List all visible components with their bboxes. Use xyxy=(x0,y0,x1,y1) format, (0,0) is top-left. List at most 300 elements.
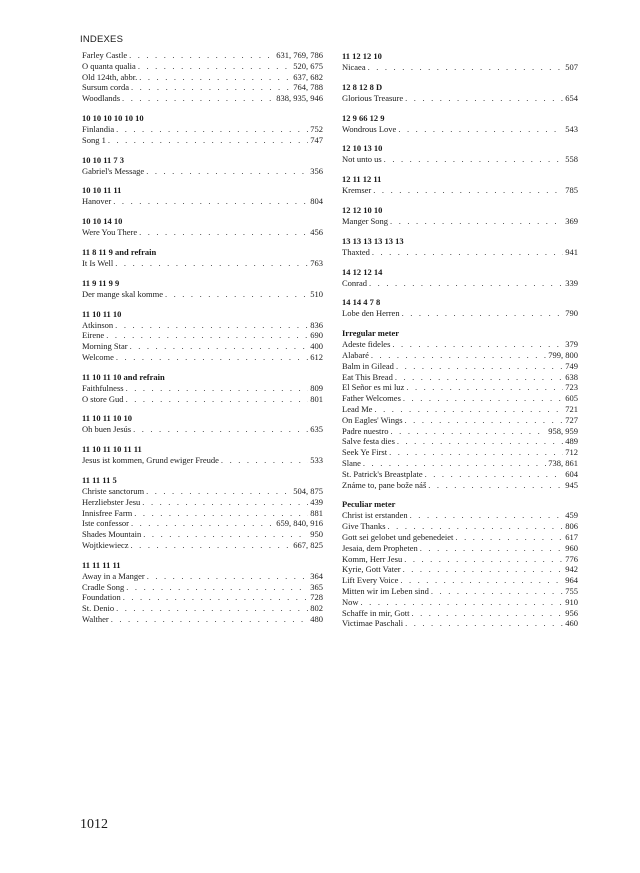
tune-name: Innisfree Farm xyxy=(82,507,133,518)
dot-leader xyxy=(396,361,563,372)
dot-leader xyxy=(397,436,563,447)
index-entry xyxy=(82,72,323,83)
tune-name: Away in a Manger xyxy=(82,570,145,581)
dot-leader xyxy=(126,582,308,593)
dot-leader xyxy=(116,352,308,363)
entry-list xyxy=(82,50,323,104)
meter-heading: 12 12 10 10 xyxy=(342,204,383,215)
dot-leader xyxy=(391,426,547,437)
index-entry xyxy=(342,575,578,586)
tune-name: Farley Castle xyxy=(82,50,128,60)
page-number: 1012 xyxy=(80,817,108,832)
index-column-right xyxy=(342,50,578,638)
index-entry xyxy=(82,529,323,540)
dot-leader xyxy=(390,216,563,227)
dot-leader xyxy=(131,518,274,529)
dot-leader xyxy=(405,618,563,629)
index-entry xyxy=(82,166,323,177)
tune-name: O store Gud xyxy=(82,393,124,404)
hymn-numbers: 605 xyxy=(565,393,578,404)
index-entry xyxy=(82,50,323,61)
index-entry xyxy=(82,508,323,519)
dot-leader xyxy=(115,320,308,331)
index-entry xyxy=(342,543,578,554)
tune-name: Father Welcomes xyxy=(342,393,401,404)
tune-name: Christ ist erstanden xyxy=(342,510,408,521)
index-section xyxy=(82,475,323,551)
dot-leader xyxy=(392,339,563,350)
tune-name: Morning Star xyxy=(82,341,128,352)
index-section xyxy=(82,309,323,363)
dot-leader xyxy=(111,614,309,625)
index-entry xyxy=(342,350,578,361)
dot-leader xyxy=(221,455,308,466)
dot-leader xyxy=(455,532,563,543)
hymn-numbers: 339 xyxy=(565,277,578,288)
dot-leader xyxy=(412,608,564,619)
meter-heading: Irregular meter xyxy=(342,328,400,339)
dot-leader xyxy=(425,469,564,480)
dot-leader xyxy=(420,543,563,554)
index-entry xyxy=(82,289,323,300)
dot-leader xyxy=(131,82,291,93)
hymn-numbers: 945 xyxy=(565,479,578,490)
hymn-numbers: 958, 959 xyxy=(548,425,578,436)
tune-name: Lift Every Voice xyxy=(342,575,399,586)
hymn-numbers: 635 xyxy=(310,424,323,435)
index-section xyxy=(82,247,323,269)
running-head: INDEXES xyxy=(80,34,124,45)
index-section xyxy=(82,50,323,104)
index-entry xyxy=(82,341,323,352)
hymn-numbers: 950 xyxy=(310,529,323,540)
tune-name: Old 124th, abbr. xyxy=(82,71,138,82)
hymn-numbers: 809 xyxy=(310,382,323,393)
meter-heading: 10 10 14 10 xyxy=(82,216,123,227)
entry-list xyxy=(82,320,323,363)
dot-leader xyxy=(406,382,563,393)
index-entry xyxy=(342,597,578,608)
dot-leader xyxy=(142,497,308,508)
dot-leader xyxy=(139,227,308,238)
meter-heading: 11 10 11 10 11 11 xyxy=(82,444,142,455)
dot-leader xyxy=(146,166,308,177)
hymn-numbers: 400 xyxy=(310,341,323,352)
meter-heading: 11 10 11 10 and refrain xyxy=(82,371,165,382)
entry-list xyxy=(342,93,578,104)
tune-name: Manger Song xyxy=(342,215,389,226)
meter-heading: 11 8 11 9 and refrain xyxy=(82,246,157,257)
tune-name: St. Denio xyxy=(82,603,115,614)
index-section xyxy=(342,499,578,629)
tune-name: Adeste fideles xyxy=(342,339,391,350)
hymn-numbers: 802 xyxy=(310,603,323,614)
meter-heading: 13 13 13 13 13 13 xyxy=(342,235,404,246)
dot-leader xyxy=(129,50,274,61)
hymn-numbers: 755 xyxy=(565,585,578,596)
meter-heading: 12 9 66 12 9 xyxy=(342,112,385,123)
hymn-numbers: 727 xyxy=(565,414,578,425)
tune-name: On Eagles' Wings xyxy=(342,414,403,425)
tune-name: Lead Me xyxy=(342,403,373,414)
index-entry xyxy=(82,592,323,603)
dot-leader xyxy=(428,480,563,491)
hymn-numbers: 785 xyxy=(565,185,578,196)
index-entry xyxy=(342,469,578,480)
dot-leader xyxy=(431,586,563,597)
index-entry xyxy=(342,426,578,437)
index-section xyxy=(82,113,323,146)
tune-name: Nicaea xyxy=(342,62,366,72)
hymn-numbers: 956 xyxy=(565,607,578,618)
tune-name: Iste confessor xyxy=(82,518,129,529)
index-entry xyxy=(82,352,323,363)
hymn-numbers: 690 xyxy=(310,330,323,341)
dot-leader xyxy=(123,592,309,603)
index-entry xyxy=(342,554,578,565)
hymn-numbers: 801 xyxy=(310,393,323,404)
tune-name: O quanta qualia xyxy=(82,60,136,71)
tune-name: Atkinson xyxy=(82,319,114,330)
hymn-numbers: 790 xyxy=(565,308,578,319)
index-entry xyxy=(342,608,578,619)
index-section xyxy=(82,278,323,300)
dot-leader xyxy=(371,350,546,361)
dot-leader xyxy=(139,72,291,83)
meter-heading: 12 8 12 8 D xyxy=(342,81,383,92)
meter-heading: 12 10 13 10 xyxy=(342,143,383,154)
tune-name: Herzliebster Jesu xyxy=(82,496,141,507)
hymn-numbers: 960 xyxy=(565,542,578,553)
dot-leader xyxy=(165,289,308,300)
meter-heading: 10 10 10 10 10 10 xyxy=(82,112,144,123)
dot-leader xyxy=(363,458,546,469)
tune-name: Woodlands xyxy=(82,93,121,104)
index-entry xyxy=(342,404,578,415)
tune-name: Oh buen Jesús xyxy=(82,424,132,435)
entry-list xyxy=(82,258,323,269)
tune-name: Shades Mountain xyxy=(82,529,142,540)
tune-name: Jesus ist kommen, Grund ewiger Freude xyxy=(82,455,219,466)
index-entry xyxy=(342,185,578,196)
index-entry xyxy=(342,458,578,469)
index-entry xyxy=(82,455,323,466)
tune-name: Now xyxy=(342,596,359,607)
hymn-numbers: 617 xyxy=(565,531,578,542)
tune-name: Mitten wir im Leben sind xyxy=(342,585,429,596)
index-column-left xyxy=(82,50,323,634)
index-entry xyxy=(82,424,323,435)
dot-leader xyxy=(116,603,308,614)
tune-name: Victimae Paschali xyxy=(342,618,404,629)
tune-name: Der mange skal komme xyxy=(82,288,163,299)
tune-name: Gabriel's Message xyxy=(82,165,145,176)
dot-leader xyxy=(404,554,563,565)
dot-leader xyxy=(106,330,308,341)
index-entry xyxy=(342,393,578,404)
tune-name: Conrad xyxy=(342,277,368,288)
hymn-numbers: 910 xyxy=(565,596,578,607)
index-entry xyxy=(82,135,323,146)
hymn-numbers: 480 xyxy=(310,613,323,624)
index-entry xyxy=(82,497,323,508)
dot-leader xyxy=(115,258,308,269)
meter-heading: 11 10 11 10 10 xyxy=(82,413,133,424)
dot-leader xyxy=(398,124,563,135)
entry-list xyxy=(342,185,578,196)
index-entry xyxy=(82,571,323,582)
index-entry xyxy=(342,532,578,543)
index-entry xyxy=(342,382,578,393)
tune-name: Walther xyxy=(82,613,109,624)
index-entry xyxy=(342,339,578,350)
tune-name: Jesaia, dem Propheten xyxy=(342,542,418,553)
hymn-numbers: 806 xyxy=(565,521,578,532)
meter-heading: 11 11 11 5 xyxy=(82,474,117,485)
index-section xyxy=(342,328,578,490)
meter-heading: 11 11 11 11 xyxy=(82,559,121,570)
hymn-numbers: 667, 825 xyxy=(293,539,323,550)
tune-name: Slane xyxy=(342,457,361,468)
dot-leader xyxy=(108,135,308,146)
tune-name: Balm in Gilead xyxy=(342,360,394,371)
hymn-numbers: 459 xyxy=(565,510,578,521)
dot-leader xyxy=(368,62,564,73)
index-section xyxy=(82,155,323,177)
hymn-numbers: 533 xyxy=(310,455,323,466)
dot-leader xyxy=(374,404,563,415)
hymn-numbers: 942 xyxy=(565,564,578,575)
index-entry xyxy=(82,582,323,593)
index-entry xyxy=(342,618,578,629)
index-entry xyxy=(82,82,323,93)
hymn-numbers: 654 xyxy=(565,92,578,103)
index-section xyxy=(82,185,323,207)
dot-leader xyxy=(384,154,564,165)
hymn-numbers: 738, 861 xyxy=(548,457,578,468)
tune-name: Eirene xyxy=(82,330,105,341)
index-entry xyxy=(342,361,578,372)
hymn-numbers: 749 xyxy=(565,360,578,371)
index-section xyxy=(82,444,323,466)
meter-heading: Peculiar meter xyxy=(342,499,396,510)
dot-leader xyxy=(400,575,563,586)
dot-leader xyxy=(134,508,308,519)
index-entry xyxy=(342,586,578,597)
hymn-numbers: 504, 875 xyxy=(293,485,323,496)
tune-name: St. Patrick's Breastplate xyxy=(342,468,423,479)
tune-name: Welcome xyxy=(82,351,114,362)
hymn-numbers: 489 xyxy=(565,436,578,447)
dot-leader xyxy=(126,383,309,394)
index-entry xyxy=(342,436,578,447)
tune-name: Were You There xyxy=(82,227,138,238)
index-entry xyxy=(82,383,323,394)
meter-heading: 11 9 11 9 9 xyxy=(82,277,120,288)
entry-list xyxy=(342,247,578,258)
tune-name: Faithfulness xyxy=(82,382,124,393)
hymn-numbers: 752 xyxy=(310,123,323,134)
tune-name: Give Thanks xyxy=(342,521,386,532)
meter-heading: 11 12 12 10 xyxy=(342,51,382,61)
index-entry xyxy=(82,394,323,405)
tune-name: Kremser xyxy=(342,185,372,196)
hymn-numbers: 507 xyxy=(565,62,578,72)
index-entry xyxy=(82,330,323,341)
index-entry xyxy=(342,510,578,521)
entry-list xyxy=(82,227,323,238)
entry-list xyxy=(342,339,578,490)
dot-leader xyxy=(372,247,563,258)
dot-leader xyxy=(113,196,308,207)
entry-list xyxy=(342,216,578,227)
hymn-numbers: 460 xyxy=(565,618,578,629)
dot-leader xyxy=(146,486,291,497)
index-entry xyxy=(342,447,578,458)
tune-name: Not unto us xyxy=(342,154,382,165)
index-entry xyxy=(82,227,323,238)
index-section xyxy=(342,297,578,319)
dot-leader xyxy=(402,308,564,319)
dot-leader xyxy=(116,124,308,135)
tune-name: Lobe den Herren xyxy=(342,308,400,319)
tune-name: Wondrous Love xyxy=(342,123,397,134)
entry-list xyxy=(82,196,323,207)
index-entry xyxy=(82,518,323,529)
index-entry xyxy=(82,124,323,135)
hymn-numbers: 520, 675 xyxy=(293,60,323,71)
entry-list xyxy=(342,154,578,165)
entry-list xyxy=(342,62,578,73)
index-entry xyxy=(342,247,578,258)
index-section xyxy=(342,51,578,73)
index-entry xyxy=(342,124,578,135)
dot-leader xyxy=(122,93,274,104)
index-entry xyxy=(342,62,578,73)
tune-name: Foundation xyxy=(82,592,121,603)
hymn-numbers: 763 xyxy=(310,257,323,268)
hymn-numbers: 723 xyxy=(565,382,578,393)
meter-heading: 11 10 11 10 xyxy=(82,308,122,319)
tune-name: El Señor es mi luz xyxy=(342,382,405,393)
dot-leader xyxy=(388,521,564,532)
entry-list xyxy=(82,455,323,466)
meter-heading: 10 10 11 11 xyxy=(82,185,122,196)
index-entry xyxy=(342,216,578,227)
tune-name: Kyrie, Gott Vater xyxy=(342,564,401,575)
hymn-numbers: 365 xyxy=(310,581,323,592)
hymn-numbers: 712 xyxy=(565,447,578,458)
tune-name: Alabaré xyxy=(342,349,369,360)
tune-name: Eat This Bread xyxy=(342,371,393,382)
index-entry xyxy=(82,540,323,551)
index-section xyxy=(342,236,578,258)
hymn-numbers: 379 xyxy=(565,339,578,350)
index-section xyxy=(82,372,323,405)
dot-leader xyxy=(403,564,564,575)
index-entry xyxy=(342,480,578,491)
hymn-numbers: 838, 935, 946 xyxy=(276,93,323,104)
tune-name: Thaxted xyxy=(342,246,370,257)
tune-name: Hanover xyxy=(82,196,112,207)
index-section xyxy=(342,174,578,196)
hymn-numbers: 728 xyxy=(310,592,323,603)
hymn-numbers: 369 xyxy=(565,215,578,226)
tune-name: Song 1 xyxy=(82,134,106,145)
index-entry xyxy=(82,258,323,269)
entry-list xyxy=(82,424,323,435)
entry-list xyxy=(342,308,578,319)
hymn-numbers: 558 xyxy=(565,154,578,165)
dot-leader xyxy=(131,540,292,551)
index-entry xyxy=(342,278,578,289)
tune-name: Známe to, pane bože náš xyxy=(342,479,427,490)
entry-list xyxy=(82,486,323,551)
dot-leader xyxy=(389,447,563,458)
index-section xyxy=(342,143,578,165)
index-entry xyxy=(82,486,323,497)
tune-name: Christe sanctorum xyxy=(82,485,145,496)
index-entry xyxy=(82,196,323,207)
tune-name: Cradle Song xyxy=(82,581,125,592)
meter-heading: 14 14 4 7 8 xyxy=(342,297,381,308)
index-section xyxy=(342,267,578,289)
hymn-numbers: 631, 769, 786 xyxy=(276,50,323,60)
index-entry xyxy=(342,415,578,426)
index-entry xyxy=(342,308,578,319)
index-section xyxy=(342,82,578,104)
entry-list xyxy=(82,289,323,300)
dot-leader xyxy=(373,185,563,196)
dot-leader xyxy=(126,394,309,405)
index-section xyxy=(82,560,323,625)
hymn-numbers: 836 xyxy=(310,319,323,330)
index-section xyxy=(342,205,578,227)
entry-list xyxy=(82,166,323,177)
tune-name: Sursum corda xyxy=(82,82,129,93)
tune-name: Komm, Herr Jesu xyxy=(342,553,403,564)
hymn-numbers: 941 xyxy=(565,246,578,257)
tune-name: Gott sei gelobet und gebenedeiet xyxy=(342,531,454,542)
entry-list xyxy=(82,124,323,146)
tune-name: Finlandia xyxy=(82,123,115,134)
index-entry xyxy=(82,603,323,614)
entry-list xyxy=(342,510,578,629)
entry-list xyxy=(342,278,578,289)
tune-name: Glorious Treasure xyxy=(342,92,404,103)
hymn-numbers: 637, 682 xyxy=(293,71,323,82)
entry-list xyxy=(82,571,323,625)
index-entry xyxy=(342,521,578,532)
hymn-numbers: 356 xyxy=(310,165,323,176)
hymn-numbers: 612 xyxy=(310,351,323,362)
meter-heading: 12 11 12 11 xyxy=(342,174,382,185)
dot-leader xyxy=(147,571,309,582)
dot-leader xyxy=(405,93,563,104)
index-entry xyxy=(82,320,323,331)
entry-list xyxy=(82,383,323,405)
entry-list xyxy=(342,124,578,135)
index-section xyxy=(342,113,578,135)
index-entry xyxy=(82,614,323,625)
index-section xyxy=(82,413,323,435)
tune-name: Salve festa dies xyxy=(342,436,395,447)
hymn-numbers: 604 xyxy=(565,468,578,479)
dot-leader xyxy=(133,424,308,435)
dot-leader xyxy=(361,597,564,608)
hymn-numbers: 456 xyxy=(310,227,323,238)
hymn-numbers: 364 xyxy=(310,570,323,581)
